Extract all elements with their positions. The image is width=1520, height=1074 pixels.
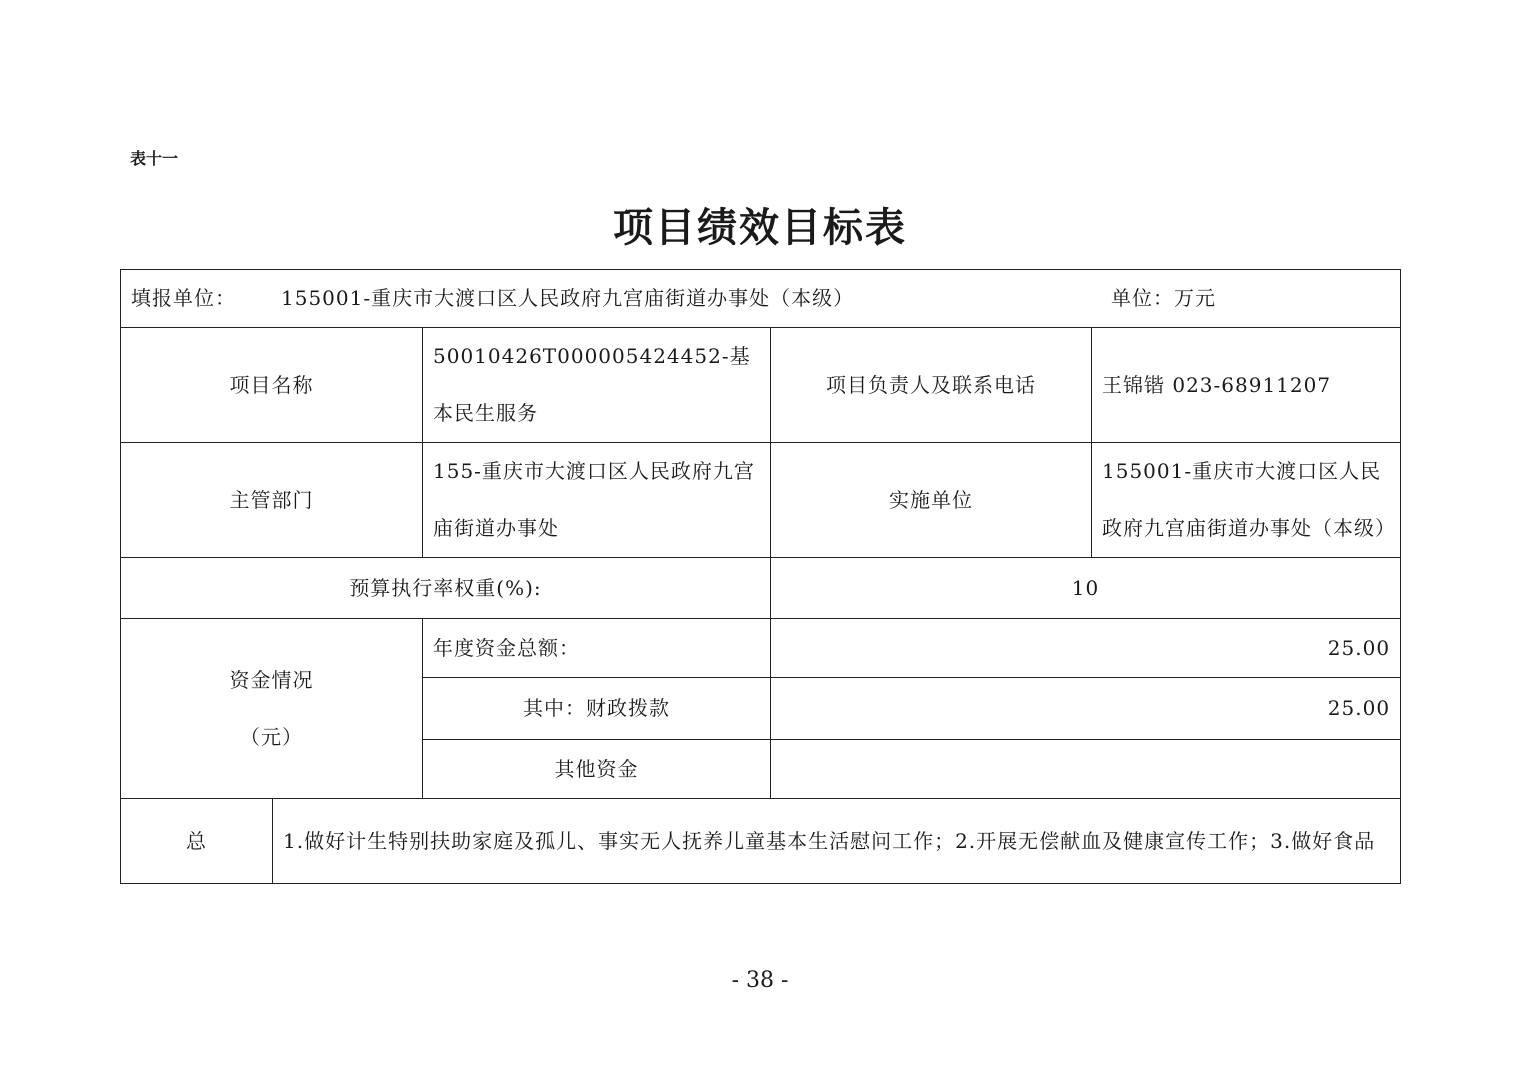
table-row	[121, 558, 1401, 619]
fiscal-label: 其中：财政拨款	[423, 678, 771, 740]
funds-label: 资金情况	[229, 667, 314, 692]
other-value	[771, 740, 1401, 799]
budget-weight-value: 10	[771, 558, 1401, 619]
annual-total-value: 25.00	[771, 619, 1401, 678]
unit-label: 单位：万元	[1111, 286, 1216, 310]
annual-total-label: 年度资金总额：	[423, 619, 771, 678]
budget-weight-label: 预算执行率权重(%):	[121, 558, 771, 619]
page-title: 项目绩效目标表	[613, 204, 907, 251]
table-row	[121, 443, 1401, 558]
reporting-unit-label: 填报单位：	[131, 286, 236, 310]
goal-label: 总	[121, 799, 273, 884]
page-number: - 38 -	[731, 968, 789, 993]
funds-cell	[121, 619, 423, 799]
contact-label: 项目负责人及联系电话	[771, 328, 1092, 443]
table-row	[121, 270, 1401, 328]
project-name-label: 项目名称	[121, 328, 423, 443]
dept-value: 155-重庆市大渡口区人民政府九宫庙街道办事处	[423, 443, 771, 558]
fiscal-value: 25.00	[771, 678, 1401, 740]
table-row	[121, 799, 1401, 884]
table-row	[121, 328, 1401, 443]
performance-goal-table	[120, 269, 1401, 884]
impl-value: 155001-重庆市大渡口区人民政府九宫庙街道办事处（本级）	[1092, 443, 1401, 558]
reporting-unit-value: 155001-重庆市大渡口区人民政府九宫庙街道办事处（本级）	[281, 286, 855, 310]
other-label: 其他资金	[423, 740, 771, 799]
project-name-value: 50010426T000005424452-基本民生服务	[423, 328, 771, 443]
funds-unit: （元）	[240, 724, 303, 749]
goal-text: 1.做好计生特别扶助家庭及孤儿、事实无人抚养儿童基本生活慰问工作；2.开展无偿献血及健康宣传工作；3.做好食品	[273, 799, 1401, 884]
table-row	[121, 619, 1401, 678]
contact-value: 王锦锴 023-68911207	[1092, 328, 1401, 443]
dept-label: 主管部门	[121, 443, 423, 558]
table-number: 表十一	[130, 149, 179, 168]
impl-label: 实施单位	[771, 443, 1092, 558]
